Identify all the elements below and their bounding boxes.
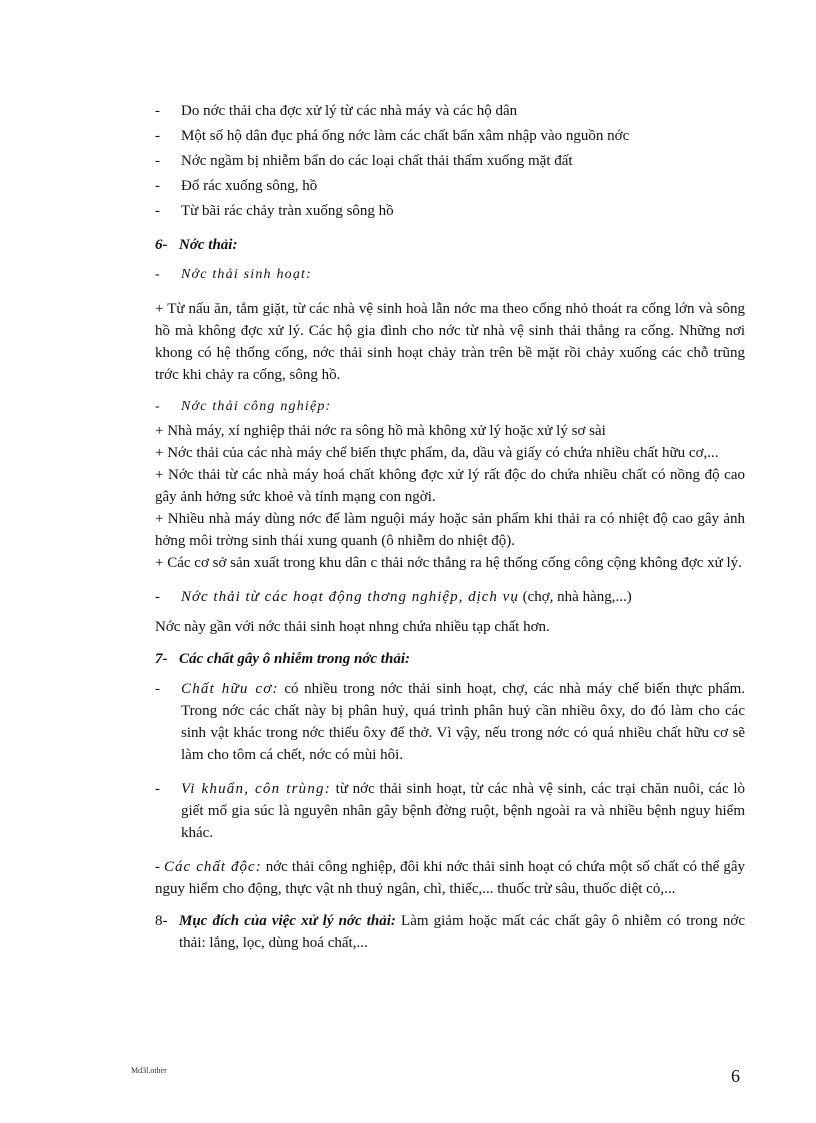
list-item: - Đổ rác xuống sông, hồ [155,175,745,197]
bullet-dash: - [155,128,160,144]
industrial-wastewater-list [155,420,745,574]
list-item: + Nớc thải từ các nhà máy hoá chất không đợc xử lý rất độc do chứa nhiều chất có nồng độ cao gây ảnh hởng sức khoẻ và tính mạng con ngời. [155,467,745,505]
list-item: - Từ bãi rác chảy tràn xuống sông hồ [155,200,745,222]
list-item: + Nhiều nhà máy dùng nớc để làm nguội máy hoặc sản phẩm khi thải ra có nhiệt độ cao gây ảnh hởng môi trờng sinh thái xung quanh (ô nhiễm do nhiệt độ). [155,511,745,549]
pollutant-item-toxic: - Các chất độc: nớc thải công nghiệp, đôi khi nớc thải sinh hoạt có chứa một số chất có thể gây nguy hiểm cho động, thực vật nh thuỷ ngân, chì, thiếc,... thuốc trừ sâu, thuốc diệt cỏ,... [155,859,745,897]
list-item: + Nhà máy, xí nghiệp thải nớc ra sông hồ mà không xử lý hoặc xử lý sơ sài [155,423,606,439]
bullet-dash: - [155,103,160,119]
bullet-dash: - [155,781,160,797]
page-number: 6 [731,1066,740,1086]
list-item: + Các cơ sở sản xuất trong khu dân c thải nớc thẳng ra hệ thống cống công cộng không đợc xử lý. [155,555,742,571]
top-bullet-list [155,100,745,222]
bullet-dash: - [155,589,160,605]
bullet-dash: - [155,399,161,414]
bullet-dash: - [155,178,160,194]
domestic-wastewater-paragraph: + Từ nấu ăn, tắm giặt, từ các nhà vệ sinh hoà lẫn nớc ma theo cống nhỏ thoát ra cống lớn và sông hồ mà không đợc xử lý. Các hộ gia đình cho nớc từ nhà vệ sinh thải thẳng ra cống. Những nơi khong có hệ thống cống, nớc thải sinh hoạt chảy tràn trên bề mặt rồi chảy xuống các chỗ trũng trớc khi chảy ra cống, sông hồ. [155,301,745,383]
subheading-domestic-wastewater: - Nớc thải sinh hoạt: [155,264,745,286]
bullet-dash: - [155,681,160,697]
commercial-wastewater-note: Nớc này gần với nớc thải sinh hoạt nhng chứa nhiều tạp chất hơn. [155,619,550,635]
page-content [155,100,745,954]
section-6-heading: 6- Nớc thải: [155,237,238,253]
pollutant-item-bacteria: - Vi khuẩn, côn trùng: từ nớc thải sinh hoạt, từ các nhà vệ sinh, các trại chăn nuôi, các lò giết mổ gia súc là nguyên nhân gây bệnh đờng ruột, bệnh ngoài ra và nhiều bệnh nguy hiểm khác. [155,778,745,844]
subheading-industrial-wastewater: - Nớc thải công nghiệp: [155,396,745,418]
section-7-heading: 7- Các chất gây ô nhiễm trong nớc thải: [155,651,410,667]
bullet-dash: - [155,153,160,169]
section-8-paragraph: 8- Mục đích của việc xử lý nớc thải: Làm giảm hoặc mất các chất gây ô nhiễm có trong nớc thải: lắng, lọc, dùng hoá chất,... [155,913,745,951]
list-item: + Nớc thải của các nhà máy chế biến thực phẩm, da, dầu và giấy có chứa nhiều chất hữu cơ,... [155,445,719,461]
bullet-dash: - [155,267,161,282]
list-item: - Một số hộ dân đục phá ống nớc làm các chất bẩn xâm nhập vào nguồn nớc [155,125,745,147]
footer-file-name: Md3l.other [131,1066,167,1075]
subheading-commercial-wastewater: - Nớc thải từ các hoạt động thơng nghiệp, dịch vụ (chợ, nhà hàng,...) [155,586,745,608]
list-item: - Nớc ngầm bị nhiễm bẩn do các loại chất thải thấm xuống mặt đất [155,150,745,172]
bullet-dash: - [155,203,160,219]
pollutant-item-organic: - Chất hữu cơ: có nhiều trong nớc thải sinh hoạt, chợ, các nhà máy chế biến thực phẩm. Trong nớc các chất này bị phân huỷ, quá trình phân huỷ cần nhiều ôxy, do đó làm cho các sinh vật khác trong nớc thiếu ôxy để thở. Vì vậy, nếu trong nớc có quá nhiều chất hữu cơ sẽ làm cho tôm cá chết, nớc có mùi hôi. [155,678,745,766]
list-item: - Do nớc thải cha đợc xử lý từ các nhà máy và các hộ dân [155,100,745,122]
